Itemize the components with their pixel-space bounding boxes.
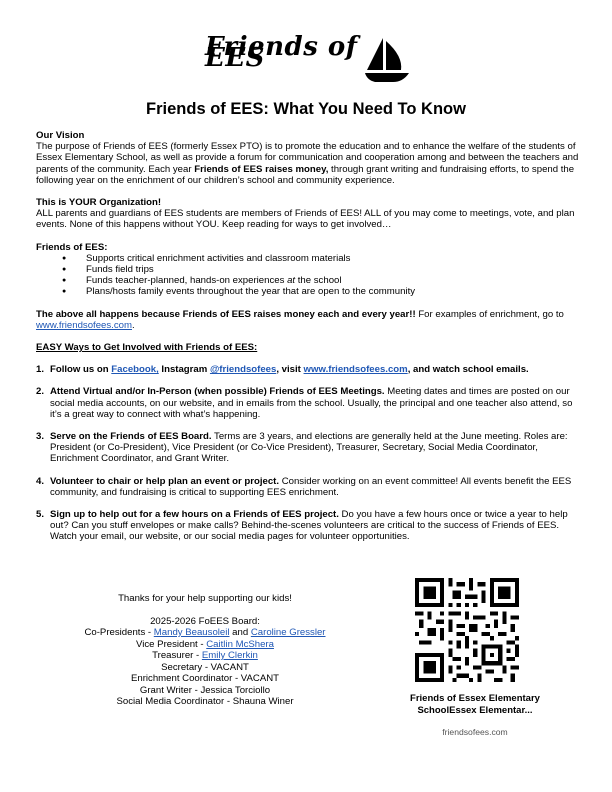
qr-caption-line: Friends of Essex Elementary (410, 693, 540, 705)
item-number: 3. (36, 431, 45, 443)
item-bold: Sign up to help out for a few hours on a Friends of EES project. (50, 509, 339, 521)
social-media-coordinator: Social Media Coordinator - Shauna Winer (116, 696, 294, 707)
list-item (36, 431, 581, 465)
item-text: Follow us on (50, 364, 112, 376)
qr-caption-line: SchoolEssex Elementar... (417, 705, 533, 717)
main-content (36, 130, 581, 554)
money-bold: The above all happens because Friends of EES raises money each and every year!! (36, 308, 416, 320)
sailboat-icon (363, 36, 411, 84)
list-item (36, 386, 581, 420)
vice-president-link[interactable]: Caitlin McShera (206, 638, 274, 650)
role-label: Vice President - (136, 638, 207, 650)
item-text: , and watch school emails. (407, 364, 529, 376)
enrichment-coordinator: Enrichment Coordinator - VACANT (130, 673, 280, 684)
vision-text-1: The purpose of Friends of EES (formerly Essex PTO) is to promote the education and to enhance the welfare of the students of Essex Elementary School, as well as provide a forum for communication and cooperation among and between the teachers and parents of the community. Each year (36, 141, 579, 175)
list-item (36, 364, 581, 375)
secretary: Secretary - VACANT (161, 661, 249, 673)
thanks-text: Thanks for your help supporting our kids! (118, 593, 292, 604)
organization-heading: This is YOUR Organization! (36, 197, 162, 209)
website-link[interactable]: www.friendsofees.com (36, 319, 132, 331)
vision-heading: Our Vision (36, 130, 85, 141)
money-paragraph (36, 309, 581, 331)
vision-text-2: through grant writing and fundraising efforts, to spend the following year on the enrichment of our children’s school and community experience. (36, 163, 575, 186)
qr-url: friendsofees.com (442, 727, 508, 738)
item-text: Consider working on an event committee! All events benefit the EES community, and fundraising is critical to supporting EES enrichment. (50, 475, 572, 498)
item-text: Instagram (158, 364, 210, 376)
vision-body (36, 141, 581, 186)
list-item-emphasis: at (287, 275, 296, 287)
money-end: . (131, 319, 135, 331)
item-bold: Serve on the Friends of EES Board. (50, 431, 212, 443)
page-title: Friends of EES: What You Need To Know (146, 100, 466, 118)
list-item: ● Plans/hosts family events throughout the year that are open to the community (82, 286, 581, 297)
ways-list (36, 364, 581, 542)
facebook-link[interactable]: Facebook, (111, 364, 159, 376)
friends-list (36, 253, 581, 298)
item-number: 2. (36, 386, 45, 398)
list-item-text: the school (295, 275, 342, 287)
instagram-link[interactable]: @friendsofees (209, 364, 277, 376)
item-bold: Attend Virtual and/or In-Person (when possible) Friends of EES Meetings. (50, 386, 385, 398)
role-and: and (229, 627, 251, 638)
qr-section (390, 578, 560, 738)
list-item (36, 476, 581, 498)
treasurer-link[interactable]: Emily Clerkin (201, 650, 258, 661)
qr-caption (390, 693, 560, 717)
item-bold: Volunteer to chair or help plan an event or project. (50, 475, 280, 487)
co-presidents (60, 627, 350, 639)
board-heading: 2025-2026 FoEES Board: (150, 615, 260, 627)
list-item: ● Supports critical enrichment activities and classroom materials (82, 253, 581, 264)
ways-heading: EASY Ways to Get Involved with Friends of EES: (36, 342, 258, 354)
item-text: , visit (276, 364, 304, 376)
organization-body: ALL parents and guardians of EES students are members of Friends of EES! ALL of you may come to meetings, vote, and plan events. None of this happens without YOU. Keep reading for ways to get involved… (36, 208, 575, 231)
friends-heading: Friends of EES: (36, 241, 108, 253)
role-label: Treasurer - (152, 650, 202, 661)
vice-president (60, 639, 350, 651)
list-item (36, 509, 581, 543)
qr-code-icon[interactable] (415, 578, 519, 682)
list-item-text: Funds teacher-planned, hands-on experiences (86, 275, 288, 287)
money-text: For examples of enrichment, go to (415, 308, 564, 320)
co-president-link[interactable]: Mandy Beausoleil (153, 627, 230, 638)
item-text: Do you have a few hours once or twice a year to help out? Can you stuff envelopes or make calls? Behind-the-scenes volunteers are critical to the success of Friends of EES. Watch your email, our website, or our social media pages for volunteer opportunities. (50, 509, 568, 543)
item-number: 5. (36, 509, 45, 521)
role-label: Co-Presidents - (84, 627, 154, 638)
list-item (82, 275, 581, 286)
item-number: 4. (36, 475, 45, 487)
item-text: Terms are 3 years, and elections are generally held at the June meeting. Roles are: President (or Co-President), Vice President (or Co-Vice President), Treasurer, Secretary, Social Media Coordinator, Enrichment Coordinator, and Grant Writer. (50, 431, 568, 465)
grant-writer: Grant Writer - Jessica Torciollo (139, 684, 271, 696)
list-item: ● Funds field trips (82, 264, 581, 275)
website-link[interactable]: www.friendsofees.com (303, 364, 408, 376)
vision-text-bold: Friends of EES raises money, (194, 163, 329, 175)
board-section (60, 593, 350, 708)
treasurer (60, 650, 350, 662)
co-president-link[interactable]: Caroline Gressler (250, 627, 326, 638)
logo-text: Friends of EES (205, 32, 358, 74)
item-number: 1. (36, 364, 45, 376)
logo (205, 32, 415, 88)
item-text: Meeting dates and times are posted on our social media accounts, on our website, and in emails from the school. Usually, the principal and one teacher also attend, so it’s a great way to connect with what’s happening. (50, 386, 573, 420)
